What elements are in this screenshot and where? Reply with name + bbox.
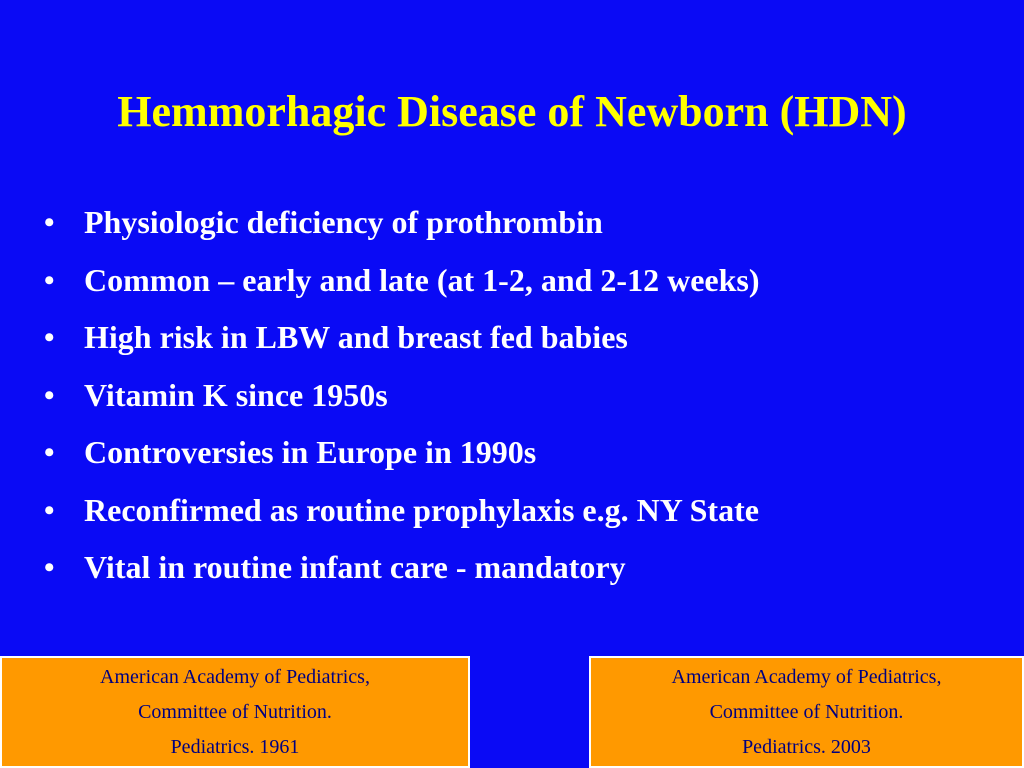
reference-box-1961: [0, 656, 470, 768]
bullet-item: [44, 309, 1004, 367]
reference-organization: American Academy of Pediatrics,: [671, 666, 942, 688]
bullet-item: [44, 482, 1004, 540]
reference-citation: Pediatrics. 2003: [742, 736, 871, 758]
bullet-item: [44, 252, 1004, 310]
bullet-icon: •: [44, 321, 55, 354]
bullet-text: Vitamin K since 1950s: [84, 376, 388, 413]
bullet-icon: •: [44, 263, 55, 297]
bullet-text: Vital in routine infant care - mandatory: [84, 549, 626, 585]
bullet-item: [44, 539, 1004, 597]
bullet-item: [44, 424, 1004, 482]
bullet-icon: •: [44, 378, 55, 412]
reference-committee: Committee of Nutrition.: [138, 701, 332, 723]
bullet-list: [44, 194, 1004, 597]
slide-title: Hemmorhagic Disease of Newborn (HDN): [117, 87, 907, 136]
bullet-item: [44, 194, 1004, 252]
bullet-icon: •: [44, 436, 55, 469]
bullet-text: Common – early and late (at 1-2, and 2-12 weeks): [84, 261, 760, 298]
bullet-icon: •: [44, 206, 55, 239]
reference-committee: Committee of Nutrition.: [709, 701, 904, 723]
bullet-item: [44, 367, 1004, 425]
reference-organization: American Academy of Pediatrics,: [100, 666, 370, 688]
bullet-icon: •: [44, 551, 55, 584]
bullet-text: High risk in LBW and breast fed babies: [84, 319, 628, 355]
bullet-text: Physiologic deficiency of prothrombin: [84, 204, 603, 240]
bullet-text: Reconfirmed as routine prophylaxis e.g. NY State: [84, 491, 759, 528]
bullet-icon: •: [44, 493, 55, 527]
reference-box-2003: [589, 656, 1024, 768]
bullet-text: Controversies in Europe in 1990s: [84, 434, 537, 470]
reference-citation: Pediatrics. 1961: [170, 736, 300, 758]
